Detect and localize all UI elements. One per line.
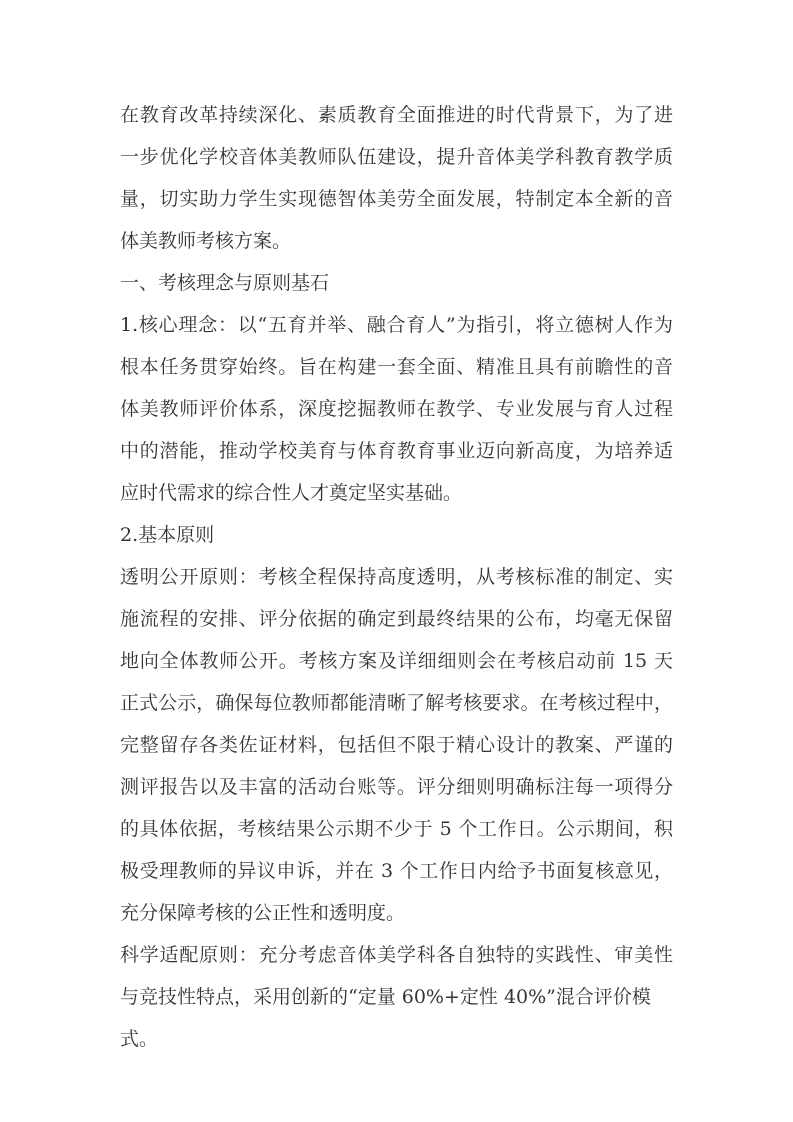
text-line: 应时代需求的综合性人才奠定坚实基础。 [120, 482, 463, 504]
basic-principles-heading [120, 514, 673, 556]
text-line: 透明公开原则：考核全程保持高度透明，从考核标准的制定、实 [120, 566, 673, 588]
scientific-adaptation-paragraph [120, 934, 673, 1060]
text-line: 2.基本原则 [120, 524, 215, 546]
text-line: 的具体依据，考核结果公示期不少于 5 个工作日。公示期间，积 [120, 818, 673, 840]
section-1-heading [120, 262, 673, 304]
text-line: 一步优化学校音体美教师队伍建设，提升音体美学科教育教学质 [120, 146, 673, 168]
text-line: 1.核心理念：以“五育并举、融合育人”为指引，将立德树人作为 [120, 314, 673, 336]
document-body [120, 94, 673, 1060]
transparency-principle-paragraph [120, 556, 673, 934]
text-line: 充分保障考核的公正性和透明度。 [120, 902, 406, 924]
text-line: 极受理教师的异议申诉，并在 3 个工作日内给予书面复核意见， [120, 860, 673, 882]
core-concept-paragraph [120, 304, 673, 514]
text-line: 地向全体教师公开。考核方案及详细细则会在考核启动前 15 天 [120, 650, 673, 672]
text-line: 施流程的安排、评分依据的确定到最终结果的公布，均毫无保留 [120, 608, 673, 630]
text-line: 完整留存各类佐证材料，包括但不限于精心设计的教案、严谨的 [120, 734, 673, 756]
text-line: 测评报告以及丰富的活动台账等。评分细则明确标注每一项得分 [120, 776, 673, 798]
intro-paragraph [120, 94, 673, 262]
text-line: 体美教师考核方案。 [120, 230, 292, 252]
text-line: 正式公示，确保每位教师都能清晰了解考核要求。在考核过程中， [120, 692, 673, 714]
text-line: 一、考核理念与原则基石 [120, 272, 330, 294]
text-line: 根本任务贯穿始终。旨在构建一套全面、精准且具有前瞻性的音 [120, 356, 673, 378]
text-line: 量，切实助力学生实现德智体美劳全面发展，特制定本全新的音 [120, 188, 673, 210]
text-line: 在教育改革持续深化、素质教育全面推进的时代背景下，为了进 [120, 104, 673, 126]
text-line: 科学适配原则：充分考虑音体美学科各自独特的实践性、审美性 [120, 944, 673, 966]
text-line: 体美教师评价体系，深度挖掘教师在教学、专业发展与育人过程 [120, 398, 673, 420]
text-line: 与竞技性特点，采用创新的“定量 60%+定性 40%”混合评价模式。 [120, 986, 651, 1050]
text-line: 中的潜能，推动学校美育与体育教育事业迈向新高度，为培养适 [120, 440, 673, 462]
